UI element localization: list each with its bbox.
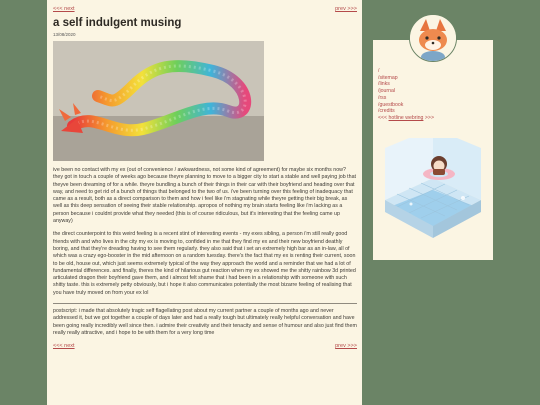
flooded-room-illustration [383,138,483,248]
post-date: 13/08/2020 [53,32,76,37]
postscript: postscript: i made that absolutely tragic self flagellating post about my current partner a couple of months ago and never addressed it, but we got together a couple of days later and had a really tough but ultimately really helpful conversation and have been going really incredibly well since then. i admire their creativity and their tenacity and sense of humour and also just find them really really attractive, and i hope to be with them for a very long time [53,308,357,336]
sidebar-link-journal[interactable]: /journal [378,88,396,95]
webring-next-link[interactable]: >>> [423,114,434,121]
sidebar-link-links[interactable]: /links [378,81,390,88]
webring-prev-link[interactable]: <<< [378,114,389,121]
webring [378,115,434,122]
sidebar-links [378,68,434,122]
sidebar-link-credits[interactable]: /credits [378,108,395,115]
sidebar [373,40,493,260]
sidebar-link-guestbook[interactable]: /guestbook [378,101,404,108]
dragon-photo [53,41,264,161]
journal-post [47,0,362,405]
sidebar-link-rss[interactable]: /rss [378,94,387,101]
sidebar-link-home[interactable]: / [378,68,380,74]
next-post-link[interactable]: <<< next [53,6,75,12]
bottom-nav [53,343,357,349]
fox-avatar-icon [409,14,457,62]
sidebar-link-sitemap[interactable]: /sitemap [378,74,398,81]
next-post-link-bottom[interactable]: <<< next [53,343,75,350]
post-paragraph-2: the direct counterpoint to this weird feeling is a recent stint of interesting events - my exes sibling, a person i'm still really good friends with and who lives in the city my ex is moving to, confided in me that they find my ex and their new boyfriend deathly boring, and that they're dreading having to see them regularly. they also said that i set an extremely high bar as an in-law, all of which was a crazy ego-booster in the mid afternoon on a random tuesday. there's the fact that my ex is renting their current, soon to be old, house out, which just seems extremely typical of the way they approach the world and a reminder that we had a lot of fundamental differences. and finally, theres the kind of hilarious gut reaction when my ex showed me the shitty rainbow 3d printed articulated dragon their boyfriend gave them, and i almost felt shame that i had been in a relationship with someone with such shitty taste. this is extremely petty obviously, but i hope it also communicates potentially the most bizarre feeling of realising that you have truly moved on from your ex lol [53,231,356,296]
divider [53,303,357,304]
webring-link[interactable]: hotline webring [388,114,424,121]
prev-post-link[interactable]: prev >>> [335,6,357,12]
post-title: a self indulgent musing [53,17,182,29]
prev-post-link-bottom[interactable]: prev >>> [335,343,357,350]
post-paragraph-1: ive been no contact with my ex (out of convenience / awkwardness, not some kind of agreement) for maybe six months now? they got in touch a couple of weeks ago because theyre planning to move to a bigger city to start a stable and well paying job that theyve been dreaming of for a while. theyre bundling a bunch of their things in their car with their boyfriend and heading over that way, and need to get rid of a bunch of things that belonged to the two of us. i've been turning over this feeling of inadequacy that came as a result, both as a direct comparison to them and how i feel like i'm stagnating while theyre getting their big break, as well as this deep sensation of seeing their stable relationship. apropos of nothing my brain starts feeling like i'm lacking as a person because i couldnt provide what they needed (this is of course ridiculous, but it's interesting that the feeling came up anyway) [53,167,356,225]
top-nav [53,6,357,12]
